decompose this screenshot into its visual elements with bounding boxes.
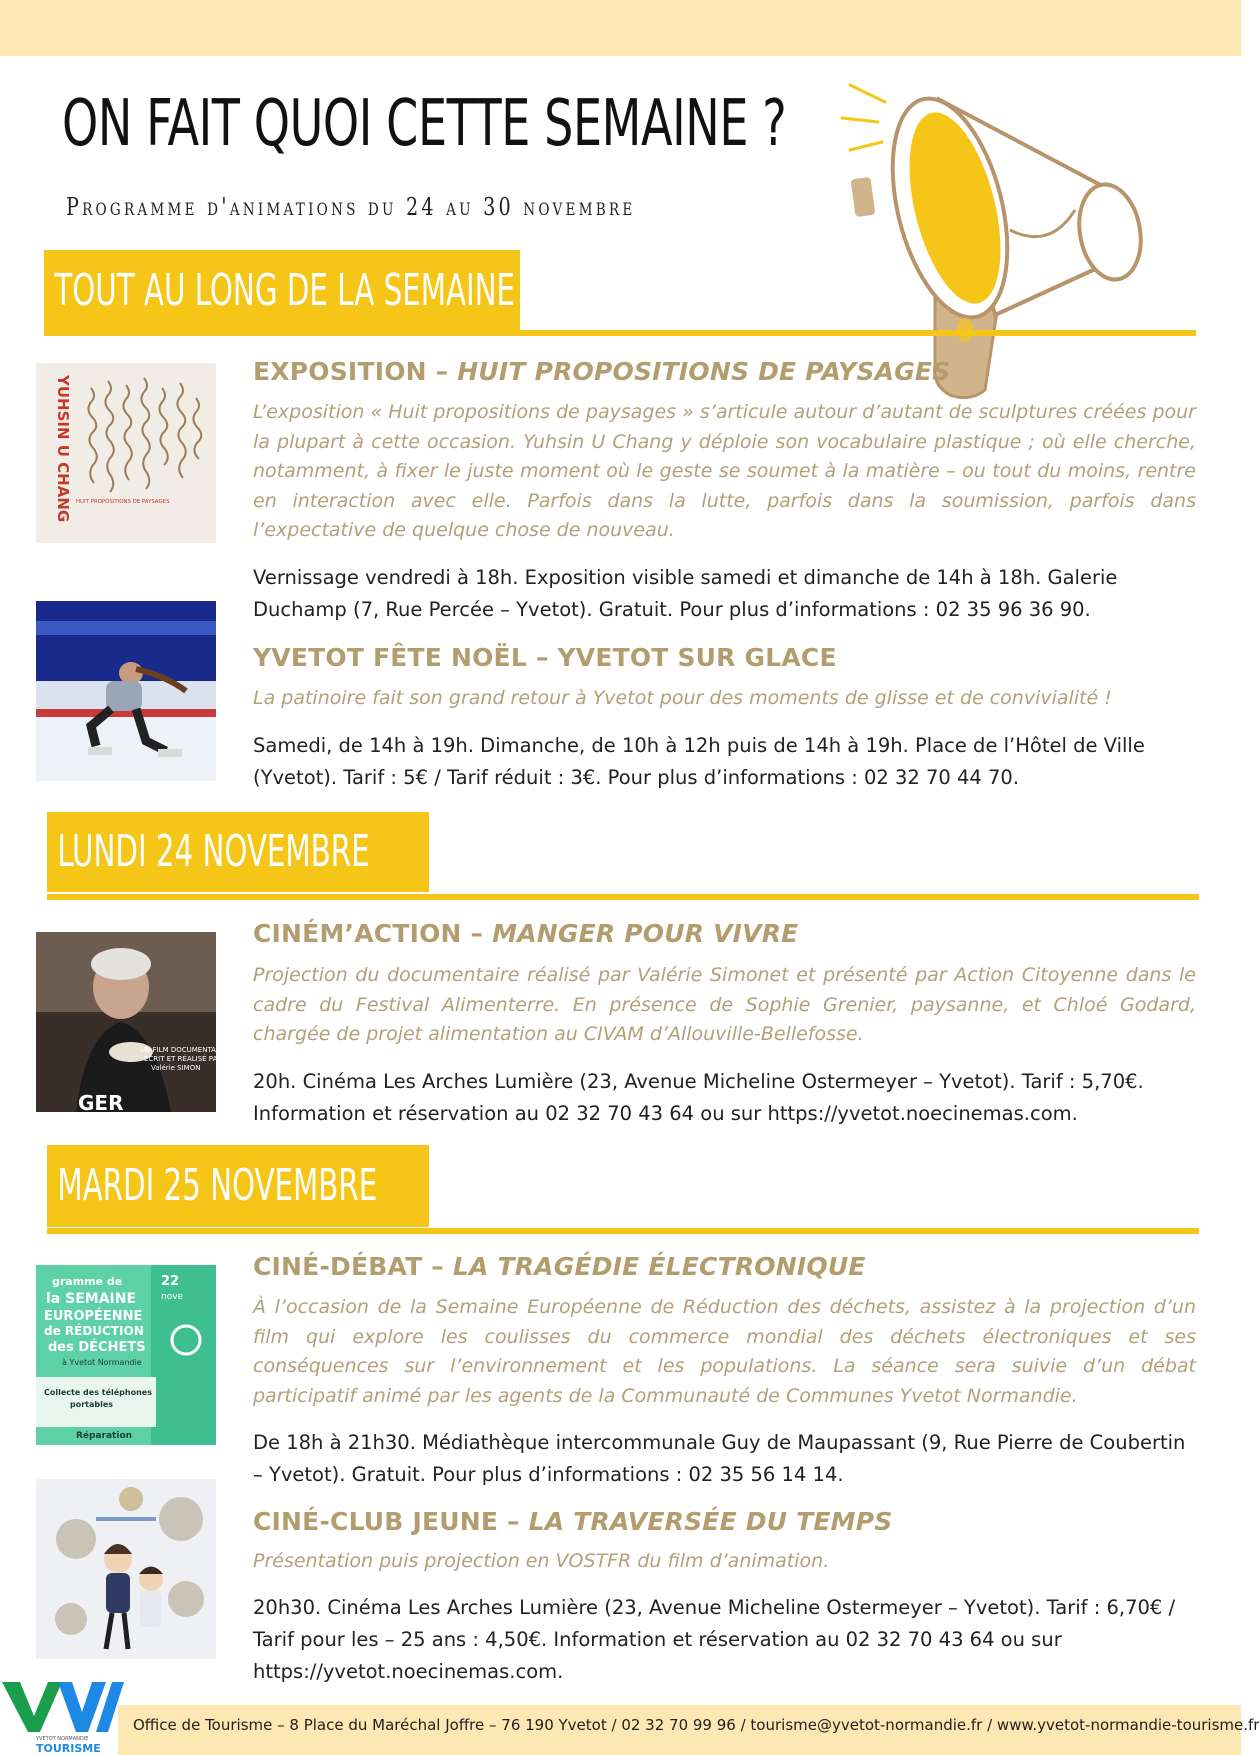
event-info: De 18h à 21h30. Médiathèque intercommunale Guy de Maupassant (9, Rue Pierre de Coubertin – Yvetot). Gratuit. Pour plus d’informations : 02 35 56 14 14. [253, 1431, 1186, 1486]
thumbnail-title: GER [78, 1091, 124, 1115]
animation-film-thumbnail [36, 1479, 216, 1659]
event-description: La patinoire fait son grand retour à Yvetot pour des moments de glisse et de convivialité ! [253, 687, 1112, 709]
event-info: Vernissage vendredi à 18h. Exposition visible samedi et dimanche de 14h à 18h. Galerie Duchamp (7, Rue Percée – Yvetot). Gratuit. Pour plus d’informations : 02 35 96 36 90. [253, 566, 1118, 621]
page-subtitle: Programme d'animations du 24 au 30 novembre [66, 193, 636, 221]
thumbnail-exhibition-name: HUIT PROPOSITIONS DE PAYSAGES [76, 499, 170, 505]
section-header-week: TOUT AU LONG DE LA SEMAINE [44, 250, 520, 332]
megaphone-icon [820, 60, 1180, 400]
thumbnail-credit: Valérie SIMON [151, 1064, 201, 1072]
event-description: Présentation puis projection en VOSTFR du film d’animation. [253, 1550, 830, 1572]
exhibition-thumbnail [36, 363, 216, 543]
thumbnail-text: la SEMAINE [46, 1291, 137, 1307]
thumbnail-credit: ÉCRIT ET RÉALISÉ PAR [144, 1055, 223, 1063]
event-description: Projection du documentaire réalisé par Valérie Simonet et présenté par Action Citoyenne dans le cadre du Festival Alimenterre. En présence de Sophie Grenier, paysanne, et Chloé Godard, chargée de projet alimentation au CIVAM d’Allouville-Bellefosse. [253, 964, 1196, 1045]
ice-skating-thumbnail [36, 601, 216, 781]
thumbnail-text: à Yvetot Normandie [62, 1358, 142, 1367]
tourism-logo [0, 1672, 130, 1755]
thumbnail-text: Collecte des téléphones [44, 1388, 152, 1397]
footer-contact: Office de Tourisme – 8 Place du Maréchal Joffre – 76 190 Yvetot / 02 32 70 99 96 / tourisme@yvetot-normandie.fr / www.yvetot-normandie-tourisme.fr [133, 1716, 1259, 1734]
waste-reduction-thumbnail [36, 1265, 216, 1445]
thumbnail-text: portables [70, 1400, 114, 1409]
event-title: EXPOSITION – HUIT PROPOSITIONS DE PAYSAGES [253, 357, 951, 386]
thumbnail-artist-name: YUHSIN U CHANG [54, 375, 72, 523]
section-header-monday: LUNDI 24 NOVEMBRE [47, 812, 429, 892]
event-title: CINÉM’ACTION – MANGER POUR VIVRE [253, 919, 799, 948]
thumbnail-text: de RÉDUCTION [44, 1324, 144, 1338]
event-info: Samedi, de 14h à 19h. Dimanche, de 10h à 12h puis de 14h à 19h. Place de l’Hôtel de Ville (Yvetot). Tarif : 5€ / Tarif réduit : 3€. Pour plus d’informations : 02 32 70 44 70. [253, 734, 1145, 789]
section-divider [44, 330, 1196, 336]
documentary-thumbnail [36, 932, 228, 1115]
event-title: YVETOT FÊTE NOËL – YVETOT SUR GLACE [253, 643, 837, 672]
megaphone-rays [842, 85, 885, 150]
section-divider [47, 1228, 1199, 1234]
thumbnail-text: gramme de [52, 1275, 123, 1288]
thumbnail-credit: UN FILM DOCUMENTAIRE [140, 1046, 228, 1054]
event-description: L’exposition « Huit propositions de paysages » s’articule autour d’autant de sculptures créées pour la plupart à cette occasion. Yuhsin U Chang y déploie son vocabulaire plastique ; où elle cherche, notamment, à fixer le juste moment où le geste se soumet à la matière – ou tout du moins, rentre en interaction avec elle. Parfois dans la lutte, parfois dans la soumission, parfois dans l’expectative de quelque chose de nouveau. [253, 401, 1196, 541]
logo-tagline: YVETOT NORMANDIE [36, 1736, 89, 1742]
thumbnail-text: 22 [161, 1274, 180, 1289]
event-info: 20h. Cinéma Les Arches Lumière (23, Avenue Micheline Ostermeyer – Yvetot). Tarif : 5,70€. Information et réservation au 02 32 70 43 64 ou sur https://yvetot.noecinemas.com. [253, 1070, 1144, 1125]
section-divider [47, 894, 1199, 900]
thumbnail-text: des DÉCHETS [48, 1340, 146, 1355]
section-header-tuesday: MARDI 25 NOVEMBRE [47, 1145, 429, 1227]
thumbnail-text: Réparation [76, 1431, 133, 1441]
event-info: 20h30. Cinéma Les Arches Lumière (23, Avenue Micheline Ostermeyer – Yvetot). Tarif : 6,70€ / Tarif pour les – 25 ans : 4,50€. Information et réservation au 02 32 70 43 64 ou sur https://yvetot.noecinemas.com. [253, 1596, 1176, 1683]
top-banner [0, 0, 1241, 56]
thumbnail-text: EUROPÉENNE [44, 1309, 143, 1324]
thumbnail-text: nove [161, 1292, 184, 1302]
event-description: À l’occasion de la Semaine Européenne de Réduction des déchets, assistez à la projection d’un film qui explore les coulisses du commerce mondial des déchets électroniques et ses conséquences sur l’environnement et les populations. La séance sera suivie d’un débat participatif animé par les agents de la Communauté de Communes Yvetot Normandie. [253, 1296, 1196, 1407]
event-title: CINÉ-DÉBAT – LA TRAGÉDIE ÉLECTRONIQUE [253, 1252, 866, 1281]
event-title: CINÉ-CLUB JEUNE – LA TRAVERSÉE DU TEMPS [253, 1507, 893, 1536]
logo-wordmark: TOURISME [36, 1742, 101, 1755]
page-title: ON FAIT QUOI CETTE SEMAINE ? [62, 87, 787, 161]
